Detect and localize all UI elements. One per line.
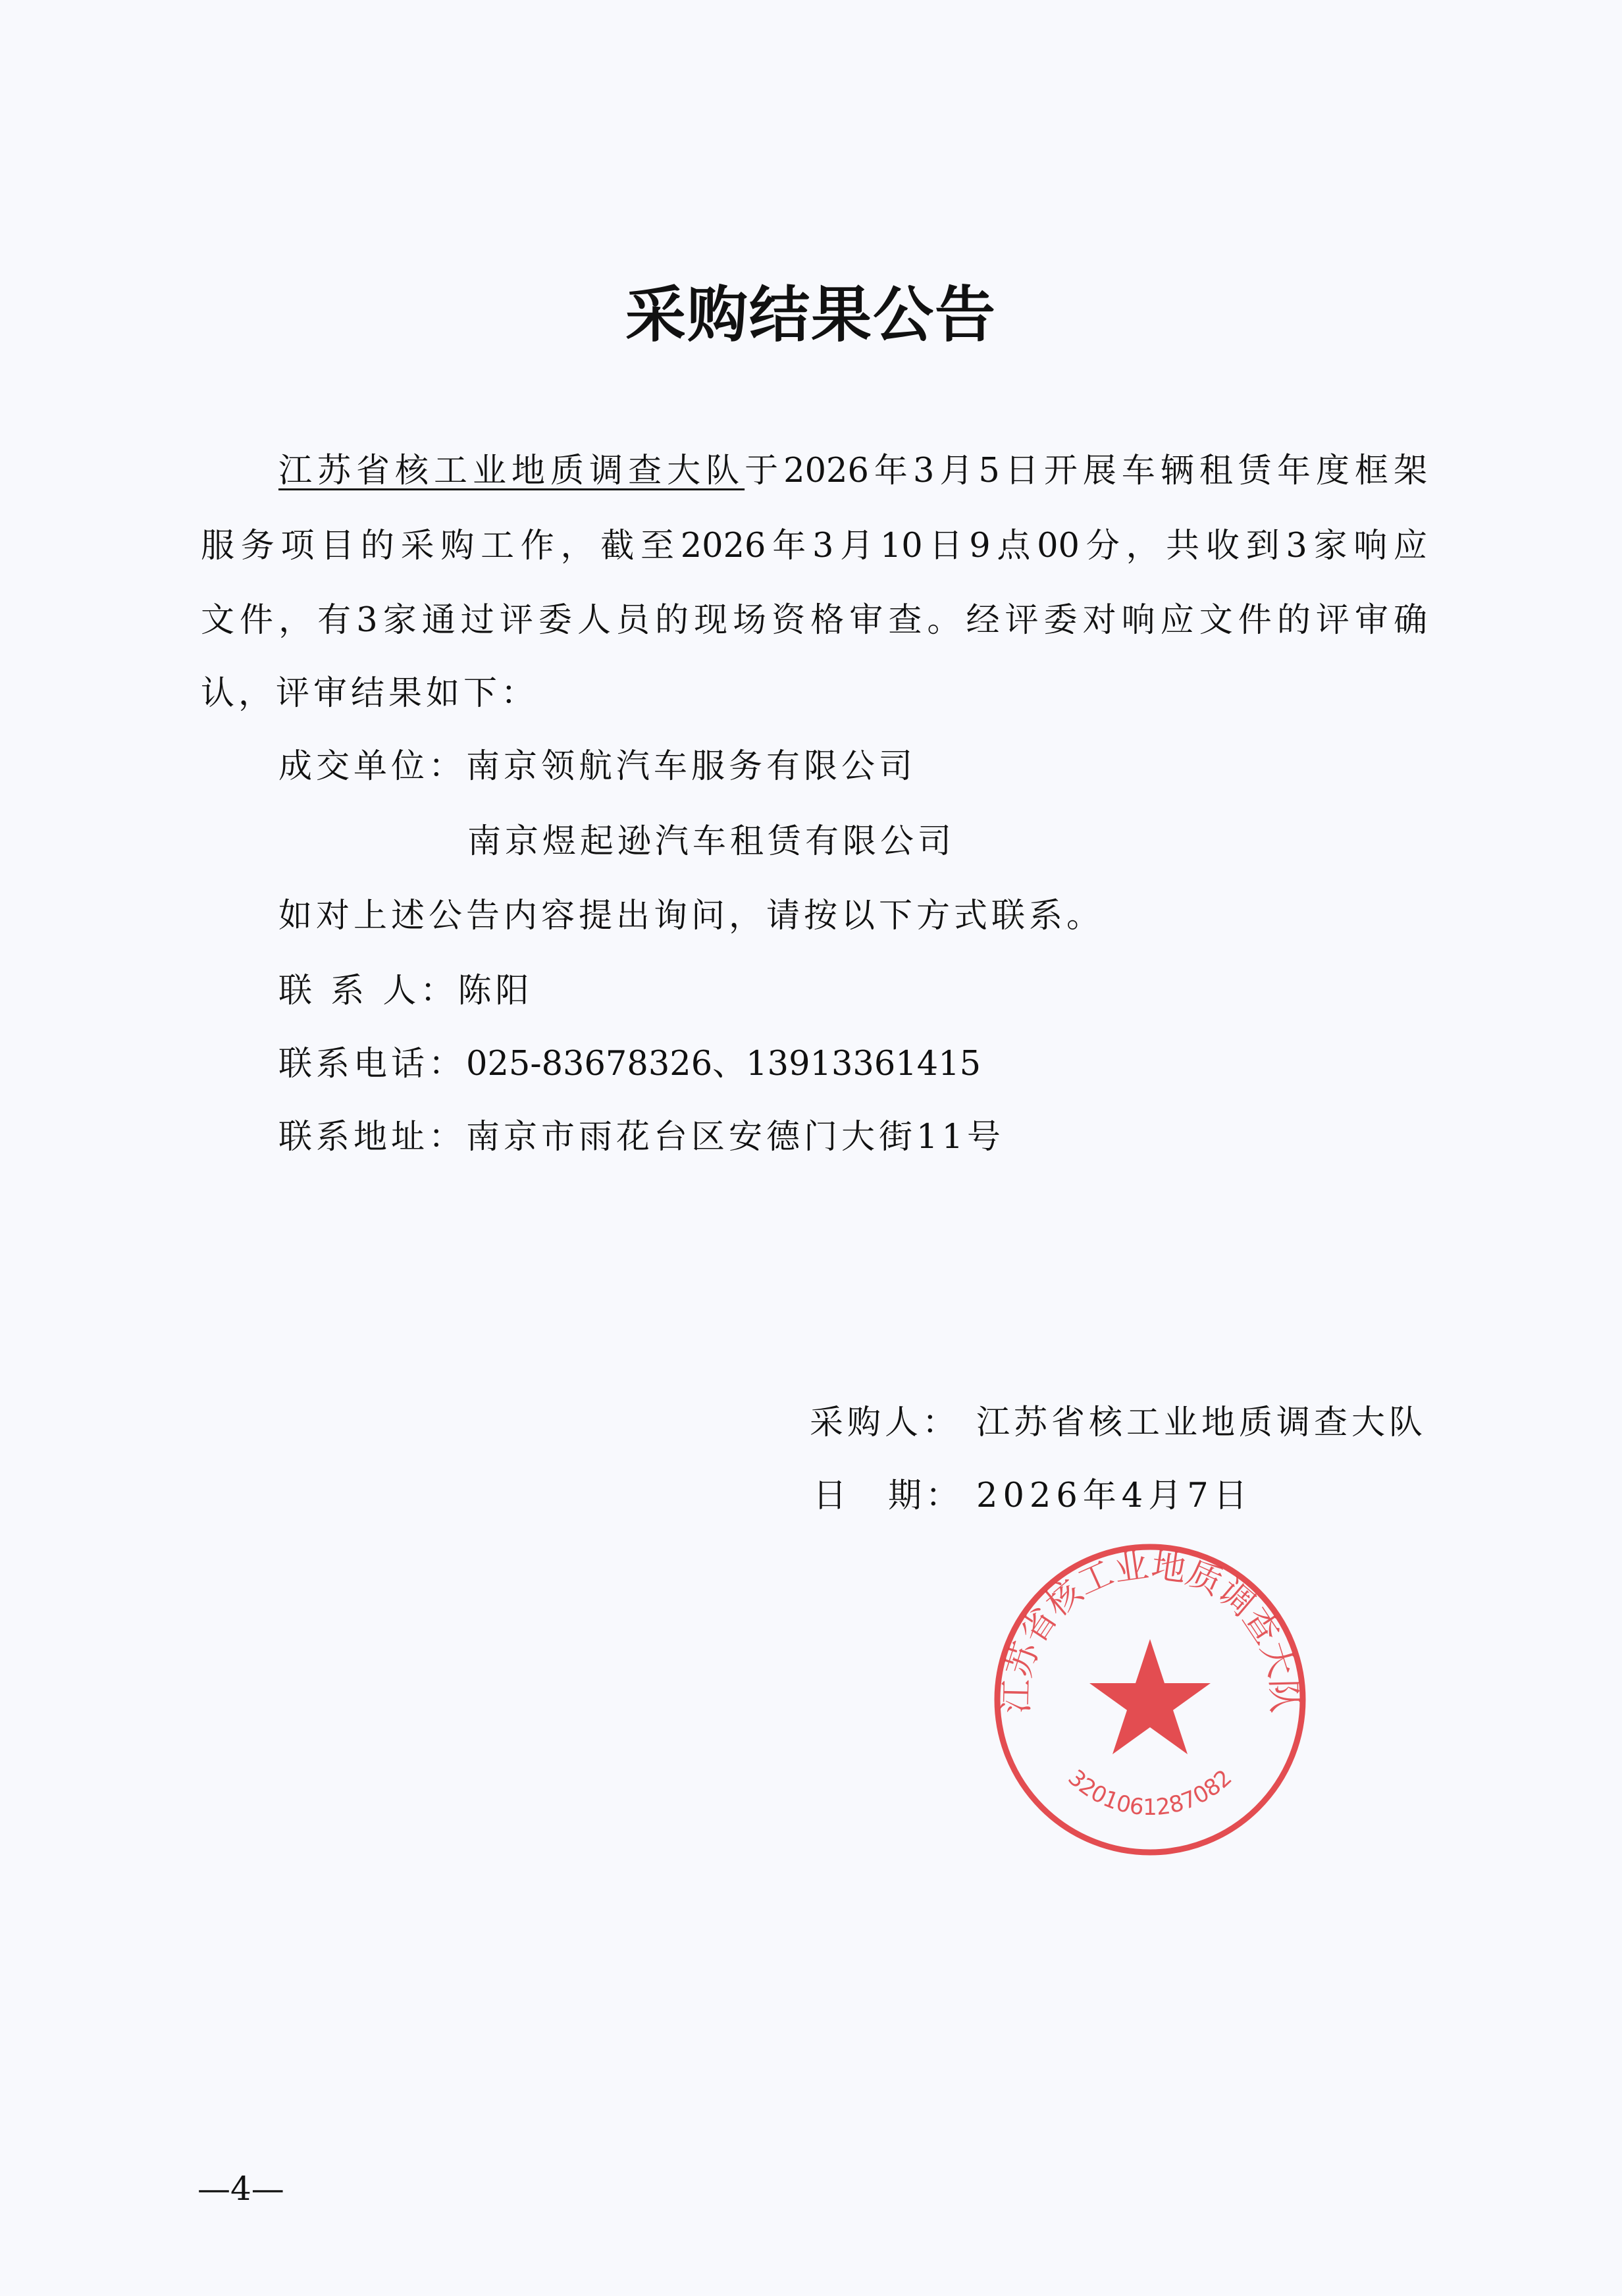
- purchaser-label: 采购人：: [810, 1403, 960, 1442]
- date-label: 日 期：: [813, 1476, 964, 1515]
- address-value: 南京市雨花台区安德门大街11号: [466, 1118, 1005, 1157]
- body-line-1: [278, 452, 1427, 491]
- inquiry-text: 如对上述公告内容提出询问，请按以下方式联系。: [278, 897, 1105, 935]
- official-seal: [991, 1540, 1309, 1859]
- organization-name: 江苏省核工业地质调查大队: [278, 452, 745, 490]
- body-line-4: 认，评审结果如下：: [201, 674, 539, 713]
- page-title: 采购结果公告: [625, 279, 997, 350]
- seal-code: 3201061287082: [1062, 1764, 1238, 1821]
- phone-value: 025-83678326、13913361415: [466, 1045, 981, 1083]
- phone-label: 联系电话：: [278, 1045, 467, 1083]
- winner-label: 成交单位：: [278, 747, 467, 786]
- winner-1: 南京领航汽车服务有限公司: [466, 747, 917, 786]
- contact-person: 陈阳: [458, 972, 533, 1010]
- winner-2: 南京煜起逊汽车租赁有限公司: [467, 822, 956, 861]
- body-line-2: 服务项目的采购工作，截至2026年3月10日9点00分，共收到3家响应: [201, 527, 1427, 565]
- purchaser-name: 江苏省核工业地质调查大队: [976, 1403, 1427, 1442]
- contact-row: [278, 972, 533, 1011]
- address-label: 联系地址：: [278, 1118, 467, 1157]
- address-row: [278, 1118, 1005, 1157]
- phone-row: [278, 1045, 981, 1084]
- winner-row: [278, 747, 916, 787]
- seal-text: 江苏省核工业地质调查大队: [997, 1546, 1303, 1714]
- date-value: 2026年4月7日: [976, 1476, 1253, 1515]
- contact-label: 联 系 人：: [278, 972, 458, 1010]
- body-text: 于2026年3月5日开展车辆租赁年度框架: [745, 452, 1427, 490]
- page-number: —4—: [197, 2170, 284, 2208]
- body-line-3: 文件，有3家通过评委人员的现场资格审查。经评委对响应文件的评审确: [201, 601, 1427, 640]
- star-icon: [1089, 1639, 1211, 1754]
- svg-text:3201061287082: [1063, 1765, 1238, 1821]
